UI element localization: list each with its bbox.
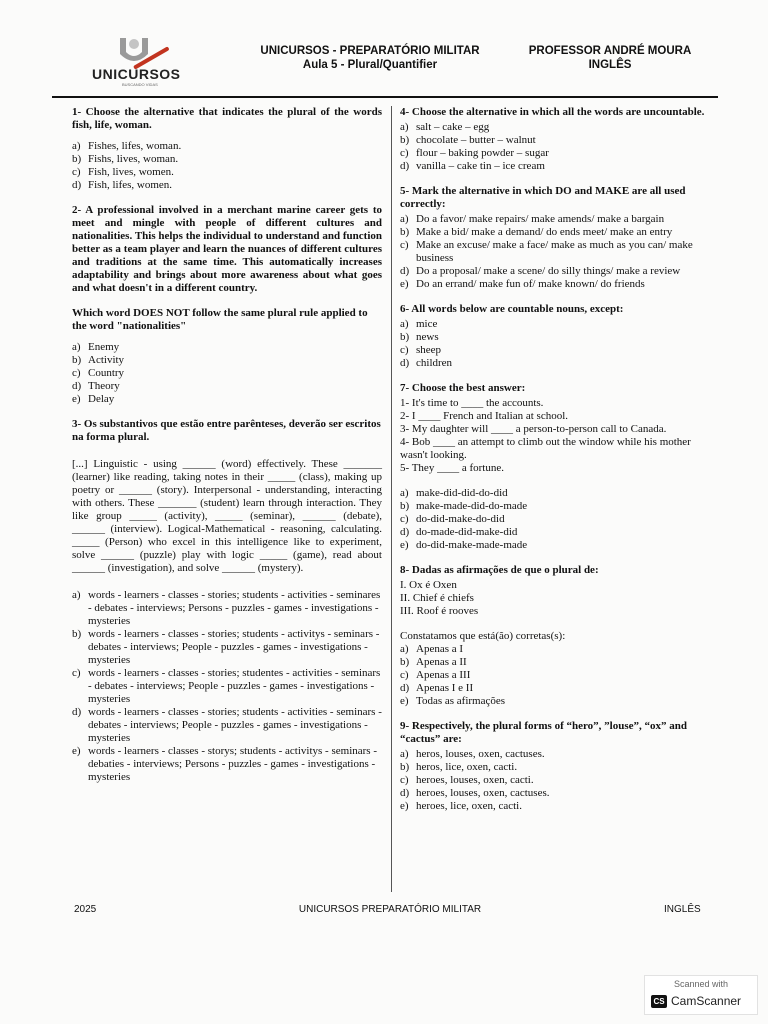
footer-subject: INGLÊS [664,904,701,915]
q5-option-b[interactable]: b) Make a bid/ make a demand/ do ends meet/ make an entry [400,226,673,238]
q6-options [400,318,712,370]
q7-option-c[interactable]: c) do-did-make-do-did [400,513,505,525]
subject-name: INGLÊS [588,59,632,71]
q2-option-d[interactable]: d) Theory [72,380,120,392]
q9-option-e[interactable]: e) heroes, lice, oxen, cacti. [400,800,522,812]
q8-option-b[interactable]: b) Apenas a II [400,656,467,668]
q7-sentence-5: 5- They ____ a fortune. [400,462,504,474]
q7-sentence-2: 2- I ____ French and Italian at school. [400,410,569,422]
q5-title: 5- Mark the alternative in which DO and MAKE are all used correctly: [400,185,686,210]
logo-subtitle: BUSCANDO VIDAS [122,82,158,87]
q2-option-a[interactable]: a) Enemy [72,341,120,353]
camscanner-stamp [644,975,758,1015]
q8-title: 8- Dadas as afirmações de que o plural de: [400,564,599,576]
q3-title: 3- Os substantivos que estão entre parênteses, deverão ser escritos na forma plural. [72,418,381,443]
q1-option-a[interactable]: a) Fishes, lifes, woman. [72,140,182,152]
q4-option-d[interactable]: d) vanilla – cake tin – ice cream [400,160,545,172]
q3-text: [...] Linguistic - using ______ (word) effectively. These _______ (learner) like reading, taking notes in their _____ (class), making up poetry or ______ (story). Interpersonal - understanding, interacting with others. These _______ (student) learn through interaction. They like group _____ (activity), _____ (seminar), ______ (debate), ______ (interview). Logical-Mathematical - reasoning, calculating. _____ (Person) who excel in this intelligence like to experiment, solve ______ (puzzle) play with logic _____ (game), read about ______ (investigation), and solve ______ (mystery). [72,458,382,574]
camscanner-icon: CS [651,995,667,1008]
header-right [515,44,705,72]
q9-option-b[interactable]: b) heros, lice, oxen, cacti. [400,761,518,773]
logo-text: UNICURSOS [92,66,181,82]
q1-option-c[interactable]: c) Fish, lives, women. [72,166,174,178]
q6-title: 6- All words below are countable nouns, except: [400,303,624,315]
right-column [400,106,712,813]
camscanner-label: CamScanner [671,994,742,1008]
q5-option-c[interactable]: c) Make an excuse/ make a face/ make as much as you can/ make business [400,239,693,264]
q8-question: Constatamos que está(ão) corretas(s): [400,630,566,642]
q7-sentence-1: 1- It's time to ____ the accounts. [400,397,544,409]
footer-center: UNICURSOS PREPARATÓRIO MILITAR [298,904,482,915]
q7-sentences [400,397,712,475]
q2-options [72,341,382,406]
q8-statements [400,579,712,618]
teacher-name: PROFESSOR ANDRÉ MOURA [528,45,692,57]
q4-option-b[interactable]: b) chocolate – butter – walnut [400,134,536,146]
q8-option-c[interactable]: c) Apenas a III [400,669,471,681]
left-column [72,106,382,784]
q3-options [72,589,382,784]
q7-option-a[interactable]: a) make-did-did-do-did [400,487,508,499]
q5-options [400,213,712,291]
q5-option-a[interactable]: a) Do a favor/ make repairs/ make amends/ make a bargain [400,213,665,225]
q3-option-c[interactable]: c) words - learners - classes - stories; studentes - activities - seminars - debates - interviews; People - puzzles - games - investigations - mysteries [72,667,381,705]
q3-option-a[interactable]: a) words - learners - classes - stories; students - activities - seminares - debates - interviews; Persons - puzzles - games - investigations - mysteries [72,589,381,627]
q7-title: 7- Choose the best answer: [400,382,526,394]
q8-statement-3: III. Roof é rooves [400,605,479,617]
q3-option-d[interactable]: d) words - learners - classes - stories; students - activities - seminars - debates - interviews; People - puzzles - games - investigations - mysteries [72,706,382,744]
q7-sentence-4: 4- Bob ____ an attempt to climb out the window while his mother wasn't looking. [400,436,691,461]
q2-option-e[interactable]: e) Delay [72,393,115,405]
q3-option-e[interactable]: e) words - learners - classes - storys; students - activitys - seminars - debaties - interviews; Persons - puzzles - games - investigations - mysteries [72,745,377,783]
q8-option-a[interactable]: a) Apenas a I [400,643,464,655]
q2-option-c[interactable]: c) Country [72,367,125,379]
q1-title: 1- Choose the alternative that indicates the plural of the words fish, life, woman. [72,106,382,131]
q8-option-e[interactable]: e) Todas as afirmações [400,695,506,707]
q6-option-d[interactable]: d) children [400,357,453,369]
q6-option-a[interactable]: a) mice [400,318,438,330]
header-rule [52,96,718,98]
q5-option-d[interactable]: d) Do a proposal/ make a scene/ do silly things/ make a review [400,265,681,277]
q6-option-c[interactable]: c) sheep [400,344,442,356]
q6-option-b[interactable]: b) news [400,331,439,343]
q4-option-c[interactable]: c) flour – baking powder – sugar [400,147,549,159]
column-divider [391,106,392,892]
q8-statement-1: I. Ox é Oxen [400,579,457,591]
header-center [240,44,500,72]
q9-option-c[interactable]: c) heroes, louses, oxen, cacti. [400,774,534,786]
footer-year: 2025 [74,904,97,915]
q9-title: 9- Respectively, the plural forms of “hero”, ”louse”, “ox” and “cactus” are: [400,720,688,745]
q4-title: 4- Choose the alternative in which all the words are uncountable. [400,106,705,118]
q7-sentence-3: 3- My daughter will ____ a person-to-person call to Canada. [400,423,667,435]
course-title: UNICURSOS - PREPARATÓRIO MILITAR [260,45,480,57]
q7-option-b[interactable]: b) make-made-did-do-made [400,500,528,512]
q2-paragraph: 2- A professional involved in a merchant marine career gets to meet and mingle with people of different cultures and nationalities. This helps the individual to understand and function better as a team player and learn the nuances of different cultures and traditions at the same time. This automatically increases adaptability and brings about more awareness about what goes and what doesn't in a different country. [72,204,382,294]
q1-option-d[interactable]: d) Fish, lifes, women. [72,179,173,191]
unicursos-logo [62,30,212,92]
q4-option-a[interactable]: a) salt – cake – egg [400,121,490,133]
lesson-title: Aula 5 - Plural/Quantifier [302,59,438,71]
q5-option-e[interactable]: e) Do an errand/ make fun of/ make known/ do friends [400,278,645,290]
q2-option-b[interactable]: b) Activity [72,354,125,366]
q8-statement-2: II. Chief é chiefs [400,592,474,604]
q8-option-d[interactable]: d) Apenas I e II [400,682,474,694]
logo-swirl-icon [116,34,152,64]
q3-option-b[interactable]: b) words - learners - classes - stories; students - activitys - seminars - debates - interviews; People - puzzles - games - investigations - mysteries [72,628,380,666]
q1-option-b[interactable]: b) Fishs, lives, woman. [72,153,179,165]
q9-options [400,748,712,813]
scanned-with-label: Scanned with [673,979,729,989]
q1-options [72,140,382,192]
q9-option-a[interactable]: a) heros, louses, oxen, cactuses. [400,748,545,760]
q7-option-d[interactable]: d) do-made-did-make-did [400,526,518,538]
q7-options [400,487,712,552]
q8-options [400,643,712,708]
q9-option-d[interactable]: d) heroes, louses, oxen, cactuses. [400,787,550,799]
q2-question: Which word DOES NOT follow the same plural rule applied to the word "nationalities" [72,307,368,332]
q4-options [400,121,712,173]
q7-option-e[interactable]: e) do-did-make-made-made [400,539,528,551]
